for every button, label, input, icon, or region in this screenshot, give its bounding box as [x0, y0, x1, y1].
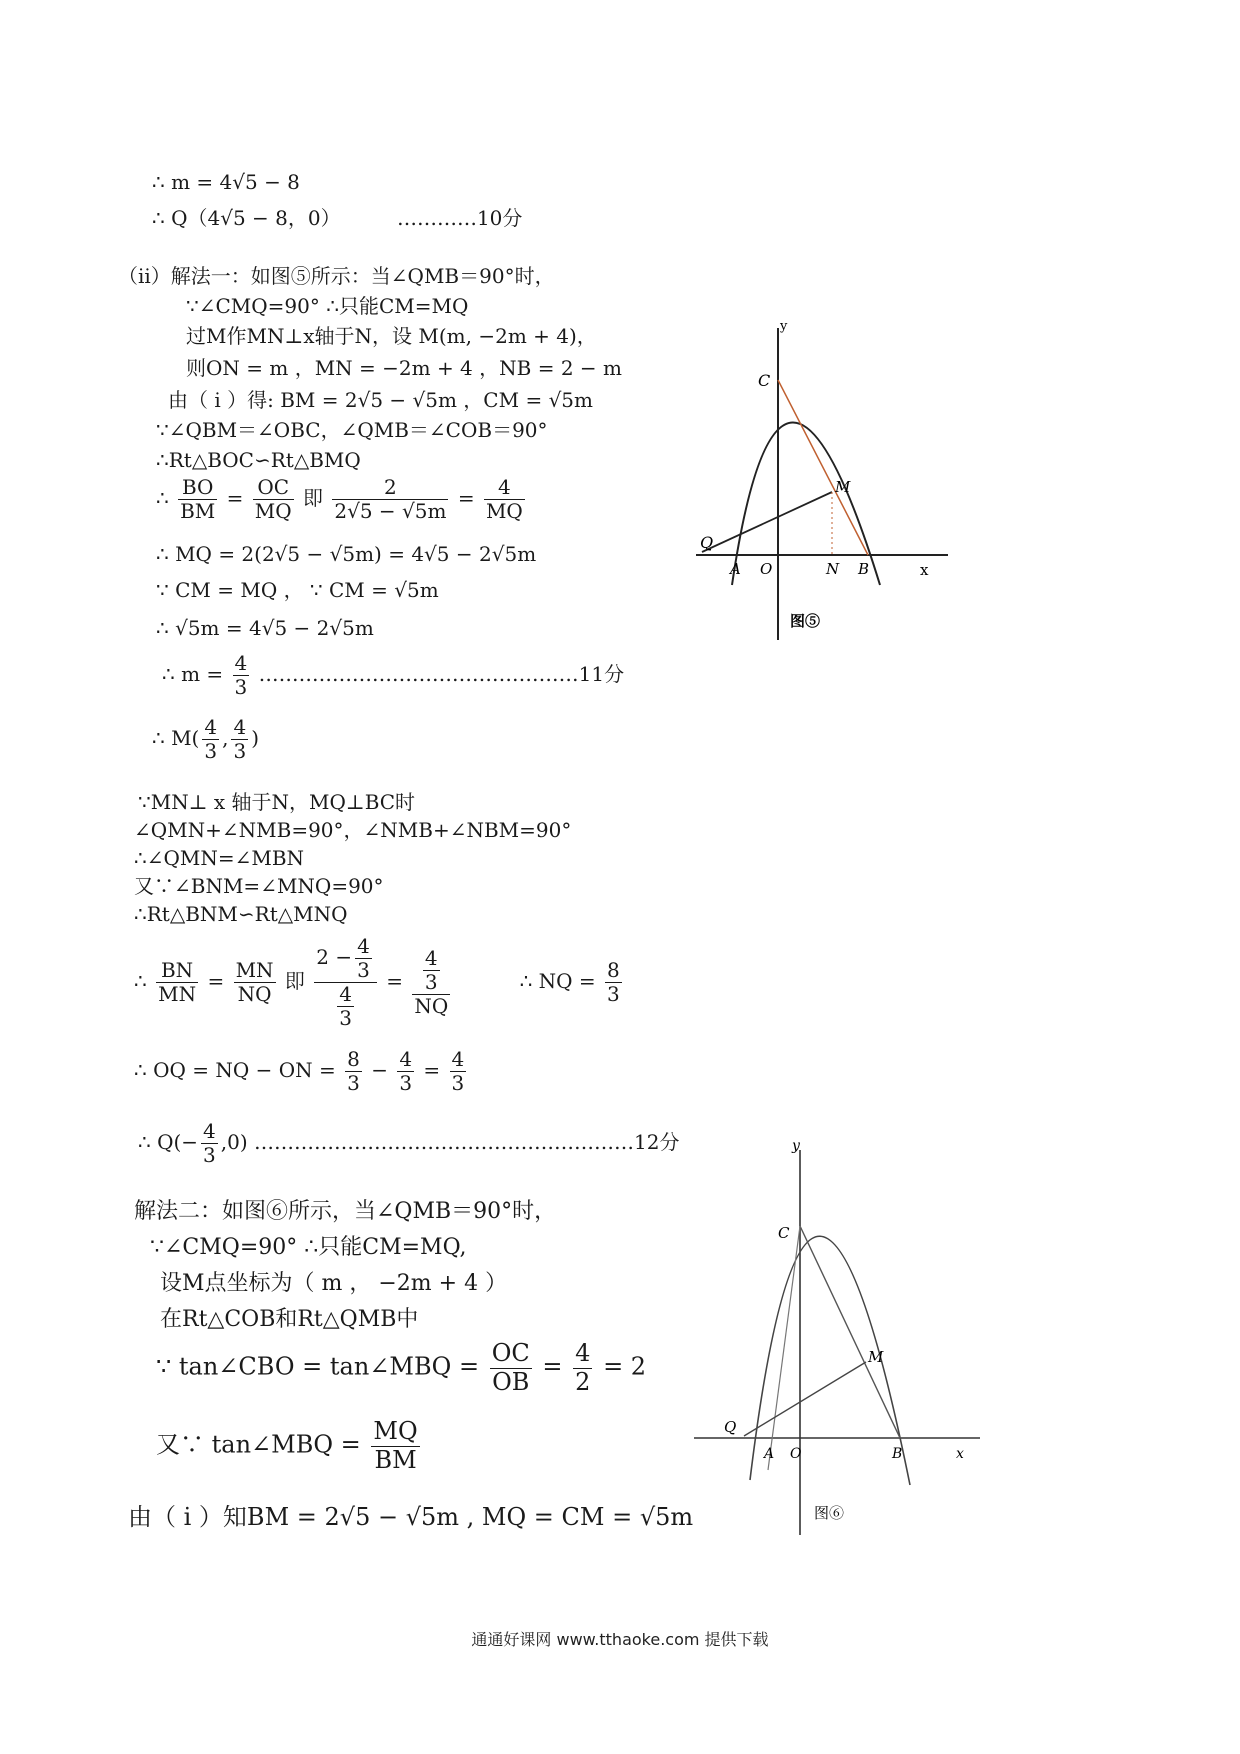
line-cb [800, 1226, 900, 1438]
equals-sign: = [423, 1058, 441, 1082]
fraction-bo-bm: $\frac{BO}{BM}$ [180, 475, 216, 523]
equals-sign: = [457, 486, 475, 510]
method2-line7: 由（ i ）知BM = 2√5 − √5m , MQ = CM = √5m [128, 1503, 694, 1531]
q-suffix: ,0) [220, 1130, 248, 1154]
fraction-4-3: $\frac{4}{3}$ [399, 1047, 413, 1095]
method2-line3: 设M点坐标为（ m ， −2m + 4 ） [160, 1271, 508, 1296]
oq-prefix: ∴ OQ = NQ − ON = [134, 1058, 336, 1082]
top-line-q-text: ∴ Q（4√5 − 8，0） [152, 206, 341, 230]
label-a: A [730, 560, 741, 578]
method1b-line2: ∠QMN+∠NMB=90°，∠NMB+∠NBM=90° [134, 818, 572, 842]
method1-line7: ∴Rt△BOC∽Rt△BMQ [156, 448, 361, 472]
ji-word: 即 [303, 486, 323, 510]
method1-line2: ∵∠CMQ=90° ∴只能CM=MQ [186, 294, 469, 318]
label-b: B [892, 1446, 903, 1462]
fraction-bn-mn: $\frac{BN}{MN}$ [158, 958, 197, 1006]
method1-ratio-line [156, 476, 528, 523]
score-11: …………………………………………11分 [258, 662, 625, 686]
fraction-oc-ob: $\frac{OC}{OB}$ [491, 1339, 530, 1396]
q-prefix: ∴ Q(− [138, 1130, 199, 1154]
fraction-4-3: $\frac{4}{3}$ [451, 1047, 465, 1095]
tan-prefix: ∵ tan∠CBO = tan∠MBQ = [156, 1352, 480, 1381]
figure-6-svg [690, 1140, 990, 1540]
label-m: M [835, 478, 851, 496]
figure-6 [690, 1140, 990, 1540]
label-y: y [780, 320, 788, 334]
line-qm [744, 1362, 866, 1436]
method1-line10: ∵ CM = MQ ， ∵ CM = √5m [156, 578, 439, 602]
method1-line3: 过M作MN⊥x轴于N，设 M(m, −2m + 4)， [186, 324, 597, 348]
line-qm [702, 492, 832, 552]
top-line-m: ∴ m = 4√5 − 8 [152, 170, 300, 194]
comma: , [222, 726, 229, 750]
method1b-line1: ∵MN⊥ x 轴于N，MQ⊥BC时 [138, 790, 416, 814]
line-ca [768, 1226, 800, 1470]
method1b-oq-line [134, 1048, 469, 1095]
figure-6-caption: 图⑥ [814, 1504, 845, 1522]
method1-m-value [162, 652, 624, 699]
method2-line4: 在Rt△COB和Rt△QMB中 [160, 1307, 419, 1332]
therefore-sign: ∴ [156, 486, 169, 510]
label-o: O [760, 560, 773, 578]
method2-heading: 解法二：如图⑥所示，当∠QMB＝90°时， [134, 1199, 557, 1224]
close-paren: ) [251, 726, 260, 750]
method1b-line5: ∴Rt△BNM∽Rt△MNQ [134, 902, 348, 926]
complex-fraction: 2 − $\frac{4}{3}$ $\frac{4}{3}$ [314, 935, 377, 1030]
figure-5-svg [690, 320, 960, 640]
fraction-mq-bm: $\frac{MQ}{BM}$ [373, 1417, 418, 1474]
label-n: N [826, 560, 840, 578]
label-x: x [920, 561, 929, 579]
score-12: …………………………………………………12分 [254, 1130, 680, 1154]
label-b: B [858, 560, 870, 578]
method2-tan2-line [156, 1418, 423, 1474]
method1-line4: 则ON = m ，MN = −2m + 4 ，NB = 2 − m [186, 356, 622, 380]
equals-sign: = [207, 969, 225, 993]
top-line-q [152, 206, 522, 231]
method1-heading: （ii）解法一：如图⑤所示：当∠QMB＝90°时， [118, 264, 555, 288]
method1b-ratio-line [134, 935, 625, 1030]
method1-line5: 由（ i ）得: BM = 2√5 − √5m ，CM = √5m [168, 388, 593, 412]
label-c: C [778, 1224, 790, 1242]
label-o: O [790, 1446, 802, 1462]
fraction-4-3: $\frac{4}{3}$ [204, 715, 218, 763]
m-point-prefix: ∴ M( [152, 726, 200, 750]
fraction-8-3: $\frac{8}{3}$ [607, 958, 620, 1006]
fraction-mn-nq: $\frac{MN}{NQ}$ [235, 958, 274, 1006]
method1b-line3: ∴∠QMN=∠MBN [134, 846, 305, 870]
nq-result-prefix: ∴ NQ = [519, 969, 596, 993]
fraction-oc-mq: $\frac{OC}{MQ}$ [254, 475, 292, 523]
fraction-4-2: $\frac{4}{2}$ [575, 1339, 591, 1396]
minus-sign: − [371, 1058, 388, 1082]
therefore-sign: ∴ [134, 969, 147, 993]
label-a: A [764, 1446, 775, 1462]
fraction-2-over: $\frac{2}{2√5 - √5m}$ [334, 475, 447, 523]
method1-line9: ∴ MQ = 2(2√5 − √5m) = 4√5 − 2√5m [156, 542, 537, 566]
method1-m-point [152, 716, 259, 763]
label-y: y [792, 1140, 800, 1154]
method2-line2: ∵∠CMQ=90° ∴只能CM=MQ, [150, 1235, 467, 1260]
fraction-4-mq: $\frac{4}{MQ}$ [485, 475, 523, 523]
fraction-4-3: $\frac{4}{3}$ [203, 1119, 216, 1167]
m-equals: ∴ m = [162, 662, 224, 686]
method1-line11: ∴ √5m = 4√5 − 2√5m [156, 616, 374, 640]
page-footer: 通通好课网 www.tthaoke.com 提供下载 [471, 1630, 769, 1649]
fraction-4-3: $\frac{4}{3}$ [234, 651, 248, 699]
fraction-43-nq: $\frac{\frac{4}{3}}{NQ}$ [414, 946, 449, 1018]
fraction-8-3: $\frac{8}{3}$ [347, 1047, 360, 1095]
method2-tan-line [156, 1340, 646, 1396]
method1b-line4: 又∵∠BNM=∠MNQ=90° [134, 874, 384, 898]
tan2-prefix: 又∵ tan∠MBQ = [156, 1430, 361, 1459]
fraction-4-3: $\frac{4}{3}$ [233, 715, 247, 763]
figure-5 [690, 320, 960, 640]
method1b-q-result [138, 1120, 679, 1167]
method1-line6: ∵∠QBM＝∠OBC，∠QMB＝∠COB＝90° [156, 418, 548, 442]
ji-word: 即 [284, 969, 305, 993]
label-c: C [758, 371, 771, 390]
equals-sign: = [386, 969, 403, 993]
equals-sign: = [542, 1352, 563, 1381]
equals-sign: = [226, 486, 244, 510]
equals-2: = 2 [603, 1352, 647, 1381]
label-m: M [868, 1348, 884, 1366]
label-q: Q [724, 1418, 737, 1436]
label-x: x [956, 1446, 964, 1462]
score-10: …………10分 [396, 206, 523, 230]
figure-5-caption: 图⑤ [790, 612, 821, 630]
line-cb [778, 380, 868, 555]
label-q: Q [700, 533, 714, 552]
